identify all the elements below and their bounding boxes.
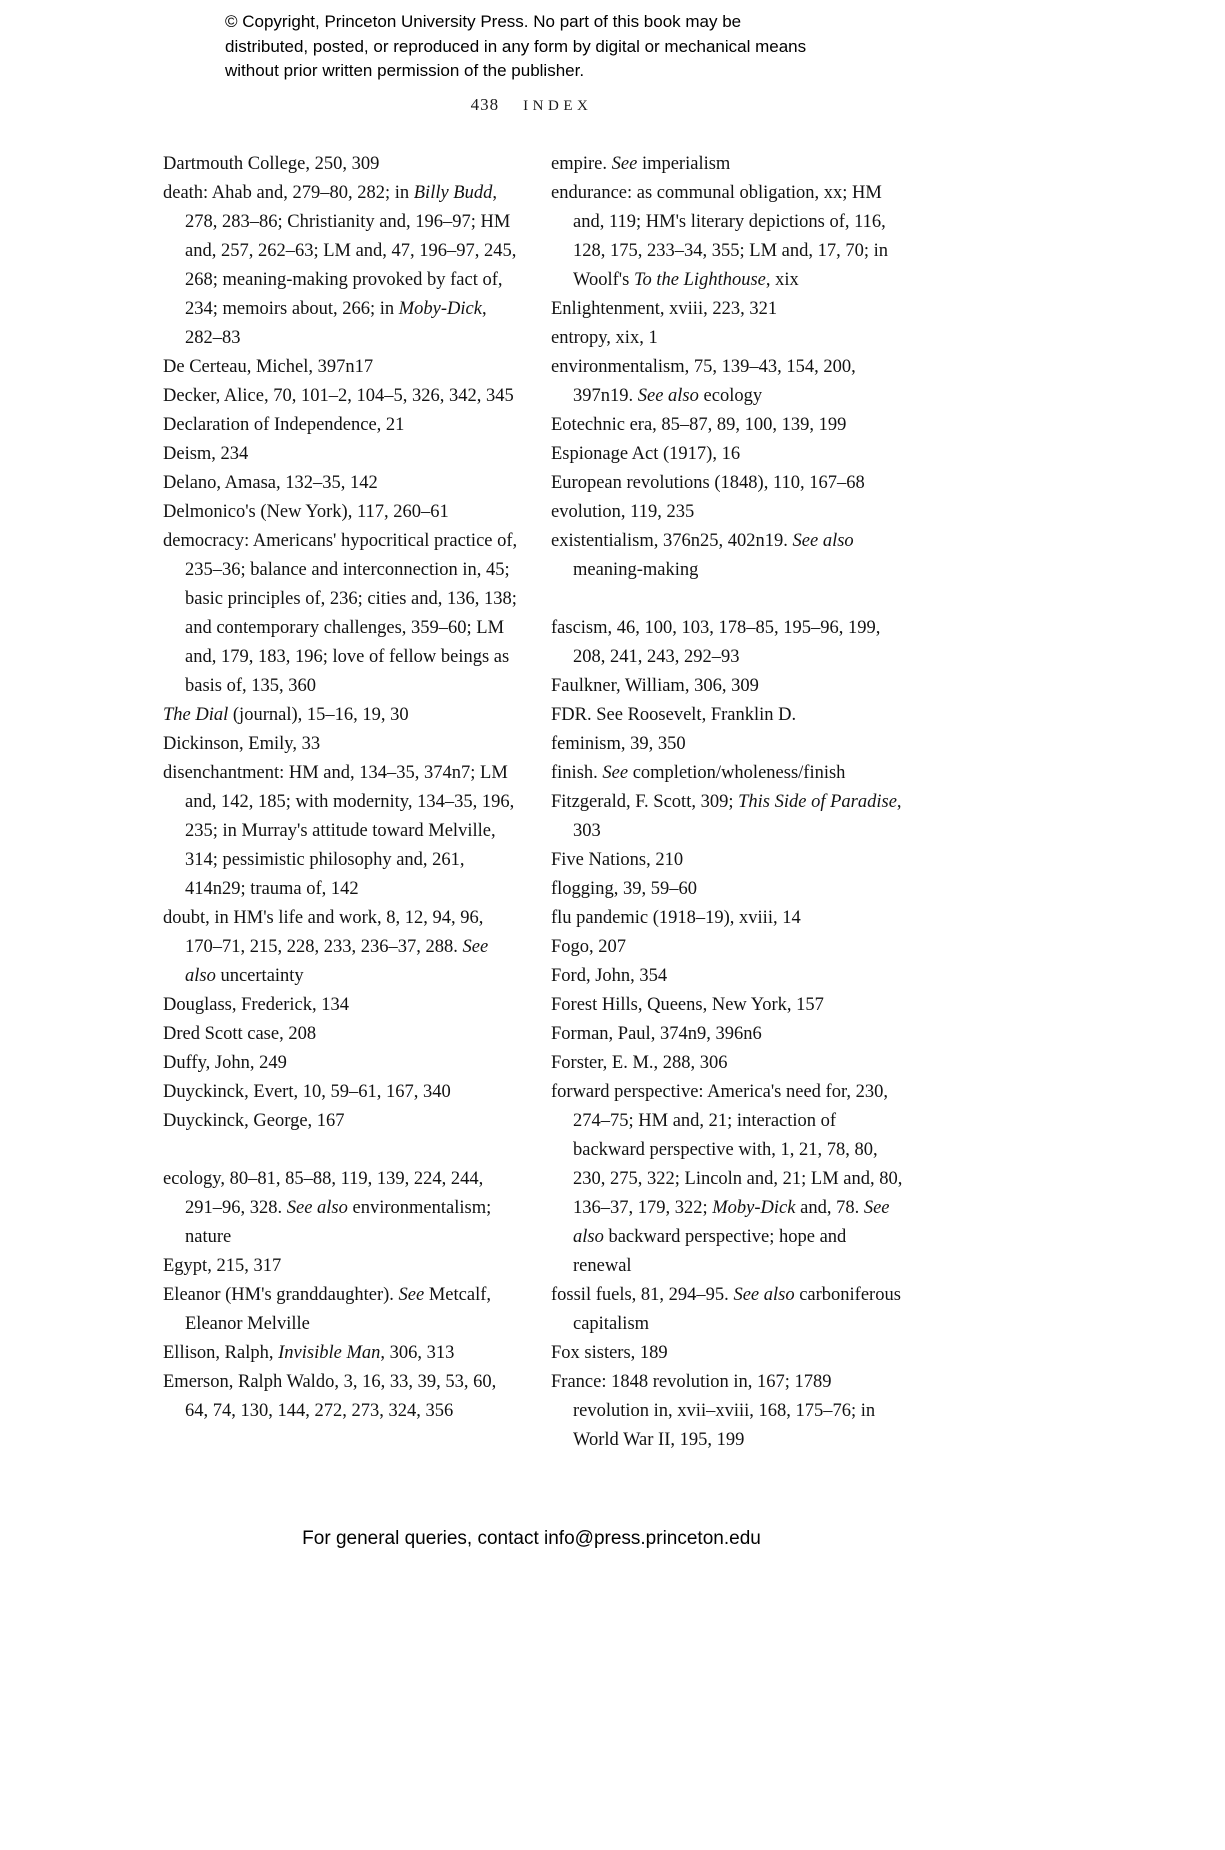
entry-text: completion/wholeness/finish xyxy=(628,763,846,783)
entry-text: Duffy, John, 249 xyxy=(163,1053,287,1073)
entry-text: France: 1848 revolution in, 167; 1789 revolution in, xvii–xviii, 168, 175–76; in World War II, 195, 199 xyxy=(551,1372,876,1450)
entry-text: (journal), 15–16, 19, 30 xyxy=(228,705,409,725)
entry-text: flogging, 39, 59–60 xyxy=(551,879,697,899)
index-entry xyxy=(163,382,521,411)
entry-text-italic: This Side of Paradise xyxy=(738,792,897,812)
entry-text-italic: Moby-Dick xyxy=(398,299,482,319)
entry-text: doubt, in HM's life and work, 8, 12, 94, 96, 170–71, 215, 228, 233, 236–37, 288. xyxy=(163,908,484,957)
entry-text: backward perspective; hope and renewal xyxy=(573,1227,847,1276)
index-entry xyxy=(551,324,909,353)
index-entry xyxy=(551,672,909,701)
index-entry xyxy=(551,730,909,759)
entry-text: environmentalism, 75, 139–43, 154, 200, 397n19. xyxy=(551,357,856,406)
entry-text: imperialism xyxy=(637,154,731,174)
index-entry xyxy=(163,1049,521,1078)
entry-text: fascism, 46, 100, 103, 178–85, 195–96, 199, 208, 241, 243, 292–93 xyxy=(551,618,881,667)
entry-text-italic: See also xyxy=(733,1285,795,1305)
entry-text: feminism, 39, 350 xyxy=(551,734,686,754)
entry-text-italic: Moby-Dick xyxy=(712,1198,796,1218)
entry-text: Metcalf, Eleanor Melville xyxy=(185,1285,492,1334)
index-entry xyxy=(163,527,521,701)
entry-text: ecology, 80–81, 85–88, 119, 139, 224, 244, 291–96, 328. xyxy=(163,1169,484,1218)
index-entry xyxy=(551,614,909,672)
index-entry xyxy=(551,1049,909,1078)
entry-text: Forster, E. M., 288, 306 xyxy=(551,1053,728,1073)
index-entry xyxy=(551,846,909,875)
index-column-right xyxy=(551,150,909,1455)
entry-text: disenchantment: HM and, 134–35, 374n7; LM and, 142, 185; with modernity, 134–35, 196, 235; in Murray's attitude toward Melville, 314; pessimistic philosophy and, 261, 414n29; trauma of, 142 xyxy=(163,763,515,899)
entry-text: forward perspective: America's need for, 230, 274–75; HM and, 21; interaction of backward perspective with, 1, 21, 78, 80, 230, 275, 322; Lincoln and, 21; LM and, 80, 136–37, 179, 322; xyxy=(551,1082,903,1218)
index-entry xyxy=(163,730,521,759)
entry-text: finish. xyxy=(551,763,603,783)
index-entry xyxy=(163,904,521,991)
entry-text: FDR. See Roosevelt, Franklin D. xyxy=(551,705,797,725)
entry-text: Forest Hills, Queens, New York, 157 xyxy=(551,995,824,1015)
entry-text: Ellison, Ralph, xyxy=(163,1343,279,1363)
entry-text-italic: See also xyxy=(792,531,854,551)
entry-text: existentialism, 376n25, 402n19. xyxy=(551,531,793,551)
entry-text: Delmonico's (New York), 117, 260–61 xyxy=(163,502,449,522)
entry-text: flu pandemic (1918–19), xviii, 14 xyxy=(551,908,801,928)
entry-text: Espionage Act (1917), 16 xyxy=(551,444,741,464)
index-entry xyxy=(551,759,909,788)
index-entry xyxy=(163,411,521,440)
index-entry xyxy=(551,788,909,846)
index-entry xyxy=(551,353,909,411)
entry-text: , xix xyxy=(765,270,799,290)
entry-text: empire. xyxy=(551,154,612,174)
index-title: INDEX xyxy=(523,98,593,114)
entry-text-italic: See xyxy=(611,154,638,174)
entry-text-italic: See xyxy=(398,1285,425,1305)
entry-text: democracy: Americans' hypocritical practice of, 235–36; balance and interconnection in, 45; basic principles of, 236; cities and, 136, 138; and contemporary challenges, 359–60; LM and, 179, 183, 196; love of fellow beings as basis of, 135, 360 xyxy=(163,531,518,696)
entry-text: Dickinson, Emily, 33 xyxy=(163,734,321,754)
index-entry xyxy=(551,1339,909,1368)
entry-text: meaning-making xyxy=(573,560,699,580)
index-entry xyxy=(163,469,521,498)
entry-text: Fitzgerald, F. Scott, 309; xyxy=(551,792,739,812)
entry-text-italic: To the Lighthouse xyxy=(633,270,766,290)
index-entry xyxy=(163,440,521,469)
entry-text: Forman, Paul, 374n9, 396n6 xyxy=(551,1024,762,1044)
index-entry xyxy=(551,991,909,1020)
index-columns xyxy=(163,150,909,1455)
entry-text-italic: See also xyxy=(637,386,699,406)
entry-text: Ford, John, 354 xyxy=(551,966,668,986)
entry-text: Deism, 234 xyxy=(163,444,249,464)
entry-text: death: Ahab and, 279–80, 282; in xyxy=(163,183,414,203)
entry-text: Decker, Alice, 70, 101–2, 104–5, 326, 342, 345 xyxy=(163,386,514,406)
entry-text: carboniferous capitalism xyxy=(573,1285,901,1334)
index-entry xyxy=(163,701,521,730)
entry-text: Eleanor (HM's granddaughter). xyxy=(163,1285,399,1305)
entry-text: Dred Scott case, 208 xyxy=(163,1024,317,1044)
index-entry xyxy=(163,991,521,1020)
entry-text: Duyckinck, George, 167 xyxy=(163,1111,345,1131)
entry-text-italic: The Dial xyxy=(163,705,229,725)
entry-text: , 282–83 xyxy=(185,299,487,348)
index-entry xyxy=(551,150,909,179)
entry-text: Faulkner, William, 306, 309 xyxy=(551,676,759,696)
entry-text: European revolutions (1848), 110, 167–68 xyxy=(551,473,865,493)
entry-text: Eotechnic era, 85–87, 89, 100, 139, 199 xyxy=(551,415,847,435)
index-entry xyxy=(551,179,909,295)
index-entry xyxy=(163,1281,521,1339)
entry-text-italic: Billy Budd xyxy=(413,183,493,203)
index-entry xyxy=(163,1368,521,1426)
running-head xyxy=(163,95,900,115)
footer-contact: For general queries, contact info@press.princeton.edu xyxy=(302,1528,761,1549)
index-entry xyxy=(551,701,909,730)
entry-text: Enlightenment, xviii, 223, 321 xyxy=(551,299,778,319)
index-entry xyxy=(551,1281,909,1339)
index-entry xyxy=(163,353,521,382)
entry-text: Five Nations, 210 xyxy=(551,850,684,870)
index-entry xyxy=(163,759,521,904)
entry-text: Egypt, 215, 317 xyxy=(163,1256,282,1276)
entry-text: and, 78. xyxy=(795,1198,864,1218)
entry-text: uncertainty xyxy=(215,966,304,986)
index-entry xyxy=(163,179,521,353)
index-entry xyxy=(551,962,909,991)
entry-text-italic: See also xyxy=(286,1198,348,1218)
entry-text: ecology xyxy=(698,386,763,406)
entry-text: Fox sisters, 189 xyxy=(551,1343,668,1363)
entry-text-italic: See also xyxy=(185,937,489,986)
entry-text: fossil fuels, 81, 294–95. xyxy=(551,1285,734,1305)
index-entry xyxy=(163,150,521,179)
index-entry xyxy=(551,1368,909,1455)
entry-text-italic: Invisible Man xyxy=(278,1343,381,1363)
index-column-left xyxy=(163,150,521,1455)
page-number: 438 xyxy=(470,95,500,114)
entry-text-italic: See also xyxy=(573,1198,890,1247)
entry-text: , 306, 313 xyxy=(380,1343,455,1363)
entry-text: , 278, 283–86; Christianity and, 196–97; HM and, 257, 262–63; LM and, 47, 196–97, 245, 268; meaning-making provoked by fact of, 234; memoirs about, 266; in xyxy=(185,183,517,319)
index-entry xyxy=(551,1078,909,1281)
entry-text: environmentalism; nature xyxy=(185,1198,492,1247)
entry-text: Emerson, Ralph Waldo, 3, 16, 33, 39, 53, 60, 64, 74, 130, 144, 272, 273, 324, 356 xyxy=(163,1372,497,1421)
index-entry xyxy=(163,1107,521,1136)
entry-text: Declaration of Independence, 21 xyxy=(163,415,405,435)
index-entry xyxy=(551,295,909,324)
entry-text: evolution, 119, 235 xyxy=(551,502,695,522)
entry-text-italic: See xyxy=(602,763,629,783)
index-entry xyxy=(551,904,909,933)
entry-text: Douglass, Frederick, 134 xyxy=(163,995,349,1015)
index-entry xyxy=(163,1020,521,1049)
entry-text: endurance: as communal obligation, xx; HM and, 119; HM's literary depictions of, 116, 128, 175, 233–34, 355; LM and, 17, 70; in Woolf's xyxy=(551,183,889,290)
index-entry xyxy=(163,1252,521,1281)
entry-text: , 303 xyxy=(573,792,902,841)
copyright-notice: © Copyright, Princeton University Press. No part of this book may be distributed, posted, or reproduced in any form by digital or mechanical means without prior written permission of the publisher. xyxy=(225,12,807,80)
index-entry xyxy=(551,411,909,440)
entry-text: Delano, Amasa, 132–35, 142 xyxy=(163,473,378,493)
entry-text: Fogo, 207 xyxy=(551,937,627,957)
index-entry xyxy=(551,933,909,962)
entry-text: Dartmouth College, 250, 309 xyxy=(163,154,380,174)
index-entry xyxy=(551,875,909,904)
index-entry xyxy=(163,1339,521,1368)
entry-text: entropy, xix, 1 xyxy=(551,328,658,348)
index-entry xyxy=(551,527,909,585)
index-entry xyxy=(163,1165,521,1252)
index-entry xyxy=(551,498,909,527)
index-entry xyxy=(551,1020,909,1049)
index-entry xyxy=(163,1078,521,1107)
index-entry xyxy=(551,440,909,469)
entry-text: De Certeau, Michel, 397n17 xyxy=(163,357,374,377)
index-entry xyxy=(163,498,521,527)
entry-text: Duyckinck, Evert, 10, 59–61, 167, 340 xyxy=(163,1082,451,1102)
index-entry xyxy=(551,469,909,498)
